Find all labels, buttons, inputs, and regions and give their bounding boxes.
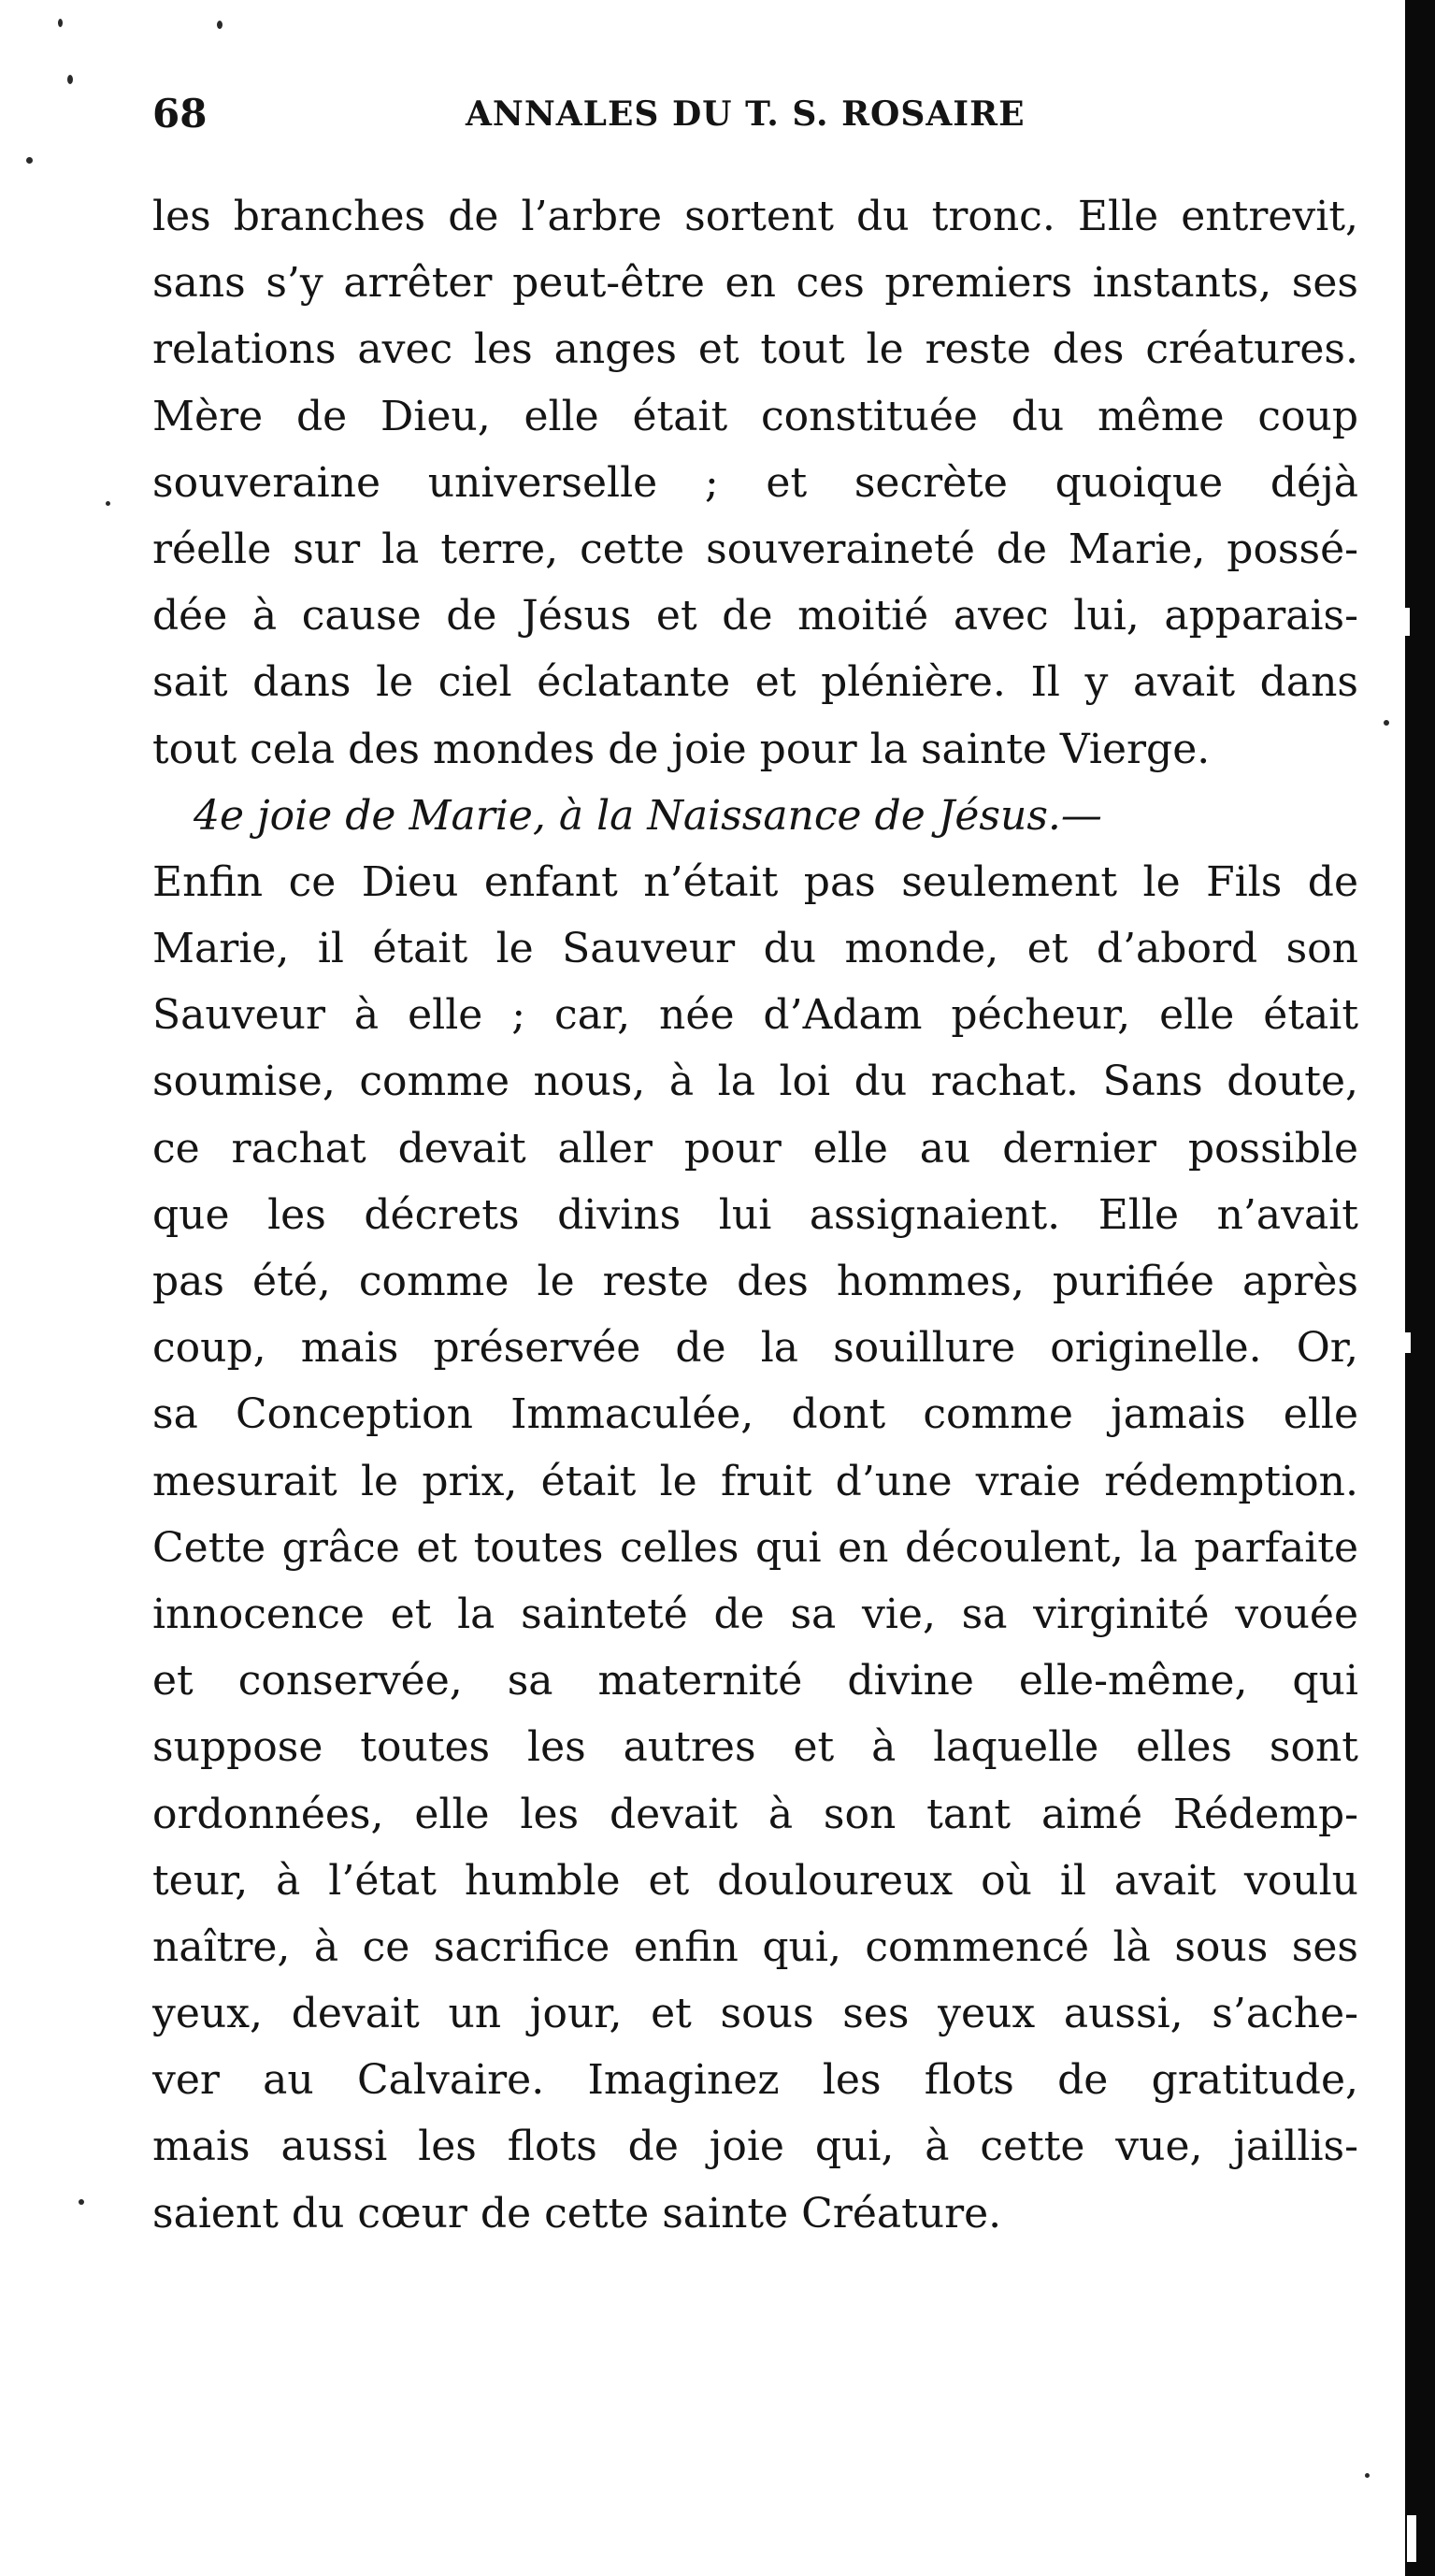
scan-speck xyxy=(79,2199,84,2205)
scan-speck xyxy=(58,19,63,27)
text-line: coup, mais préservée de la souillure originelle. Or, xyxy=(152,1324,1358,1373)
scan-speck xyxy=(217,21,222,29)
text-line: suppose toutes les autres et à laquelle elles sont xyxy=(152,1723,1358,1772)
text-line: yeux, devait un jour, et sous ses yeux aussi, s’ache- xyxy=(152,1990,1358,2038)
body-text xyxy=(152,183,1358,2247)
page-number: 68 xyxy=(152,91,208,137)
text-line: tout cela des mondes de joie pour la sainte Vierge. xyxy=(152,725,1211,773)
scan-speck xyxy=(67,75,73,84)
text-line: mesurait le prix, était le fruit d’une vraie rédemption. xyxy=(152,1457,1358,1505)
text-line: et conservée, sa maternité divine elle-même, qui xyxy=(152,1657,1358,1705)
scan-speck xyxy=(1365,2473,1370,2478)
text-line: naître, à ce sacrifice enfin qui, commencé là sous ses xyxy=(152,1922,1358,1971)
text-line: sans s’y arrêter peut-être en ces premiers instants, ses xyxy=(152,259,1358,308)
text-line: innocence et la sainteté de sa vie, sa virginité vouée xyxy=(152,1590,1358,1638)
text-line: mais aussi les flots de joie qui, à cette vue, jaillis- xyxy=(152,2123,1358,2171)
text-line: ordonnées, elle les devait à son tant aimé Rédemp- xyxy=(152,1790,1358,1838)
text-line: Enfin ce Dieu enfant n’était pas seulement le Fils de xyxy=(152,857,1358,906)
text-line: pas été, comme le reste des hommes, purifiée après xyxy=(152,1258,1358,1305)
text-line: ver au Calvaire. Imaginez les flots de gratitude, xyxy=(152,2056,1358,2105)
text-line: soumise, comme nous, à la loi du rachat. Sans doute, xyxy=(152,1058,1358,1106)
text-line: relations avec les anges et tout le reste des créatures. xyxy=(152,325,1358,374)
text-line: réelle sur la terre, cette souveraineté de Marie, possé- xyxy=(152,525,1358,573)
text-line: Mère de Dieu, elle était constituée du même coup xyxy=(152,392,1358,440)
scan-speck xyxy=(106,501,110,506)
text-line: souveraine universelle ; et secrète quoique déjà xyxy=(152,458,1358,507)
text-line: que les décrets divins lui assignaient. Elle n’avait xyxy=(152,1190,1358,1239)
text-line: sait dans le ciel éclatante et plénière. Il y avait dans xyxy=(152,658,1358,707)
text-line: sa Conception Immaculée, dont comme jamais elle xyxy=(152,1390,1358,1439)
text-line: saient du cœur de cette sainte Créature. xyxy=(152,2189,1002,2238)
running-title: ANNALES DU T. S. ROSAIRE xyxy=(466,94,1026,134)
text-line: Sauveur à elle ; car, née d’Adam pécheur, elle était xyxy=(152,991,1358,1040)
edge-fleck xyxy=(1405,608,1410,636)
text-line: Marie, il était le Sauveur du monde, et d’abord son xyxy=(152,925,1358,973)
scan-speck xyxy=(1384,720,1389,726)
scan-speck xyxy=(26,157,33,164)
text-line: teur, à l’état humble et douloureux où il avait voulu xyxy=(152,1856,1358,1905)
section-heading: 4e joie de Marie, à la Naissance de Jésus.— xyxy=(194,791,1102,840)
text-line: Cette grâce et toutes celles qui en découlent, la parfaite xyxy=(152,1523,1358,1572)
text-line: ce rachat devait aller pour elle au dernier possible xyxy=(152,1124,1358,1173)
text-line: les branches de l’arbre sortent du tronc. Elle entrevit, xyxy=(152,193,1358,240)
edge-fleck xyxy=(1405,1332,1411,1353)
page-header xyxy=(152,86,1358,142)
edge-fleck xyxy=(1407,2515,1416,2562)
text-line: dée à cause de Jésus et de moitié avec lui, apparais- xyxy=(152,592,1358,640)
page-edge-shadow xyxy=(1405,0,1435,2576)
